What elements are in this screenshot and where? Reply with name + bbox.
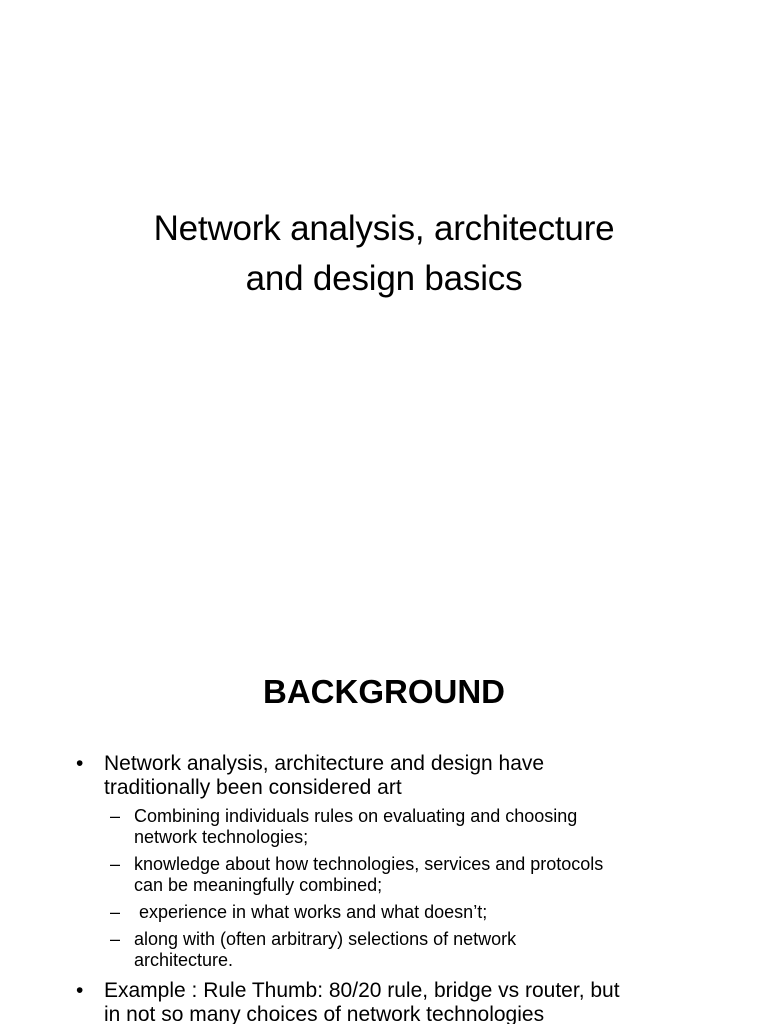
bullet-marker: • <box>76 979 84 1002</box>
sub-bullet-text-line: experience in what works and what doesn’t; <box>134 902 488 922</box>
slide-title: BACKGROUND <box>263 673 505 710</box>
background-slide <box>0 576 768 1024</box>
sub-bullet-item <box>74 806 714 848</box>
sub-bullet-text-line: architecture. <box>134 950 234 970</box>
sub-bullet-text-line: along with (often arbitrary) selections of network <box>134 929 517 949</box>
sub-bullet-item <box>74 929 714 971</box>
sub-bullet-marker: – <box>110 806 121 826</box>
bullet-marker: • <box>76 752 84 775</box>
sub-bullet-text-line: Combining individuals rules on evaluating and choosing <box>134 806 578 826</box>
title-line-1: Network analysis, architecture <box>153 209 615 248</box>
presentation-title <box>60 204 708 304</box>
sub-bullet-marker: – <box>110 929 121 949</box>
bullet-item <box>74 752 714 971</box>
bullet-text-line: Example : Rule Thumb: 80/20 rule, bridge vs router, but <box>104 979 620 1002</box>
sub-bullet-marker: – <box>110 902 121 922</box>
bullet-text-line: traditionally been considered art <box>104 776 402 799</box>
sub-bullet-text-line: knowledge about how technologies, services and protocols <box>134 854 604 874</box>
sub-bullet-list <box>104 806 714 971</box>
sub-bullet-text-line: can be meaningfully combined; <box>134 875 383 895</box>
sub-bullet-item <box>74 854 714 896</box>
bullet-list <box>74 752 714 1024</box>
sub-bullet-item <box>74 902 714 923</box>
sub-bullet-marker: – <box>110 854 121 874</box>
sub-bullet-text-line: network technologies; <box>134 827 309 847</box>
bullet-text-line: in not so many choices of network technologies <box>104 1003 545 1024</box>
bullet-text-line: Network analysis, architecture and design have <box>104 752 545 775</box>
title-line-2: and design basics <box>245 259 523 298</box>
bullet-item <box>74 979 714 1024</box>
